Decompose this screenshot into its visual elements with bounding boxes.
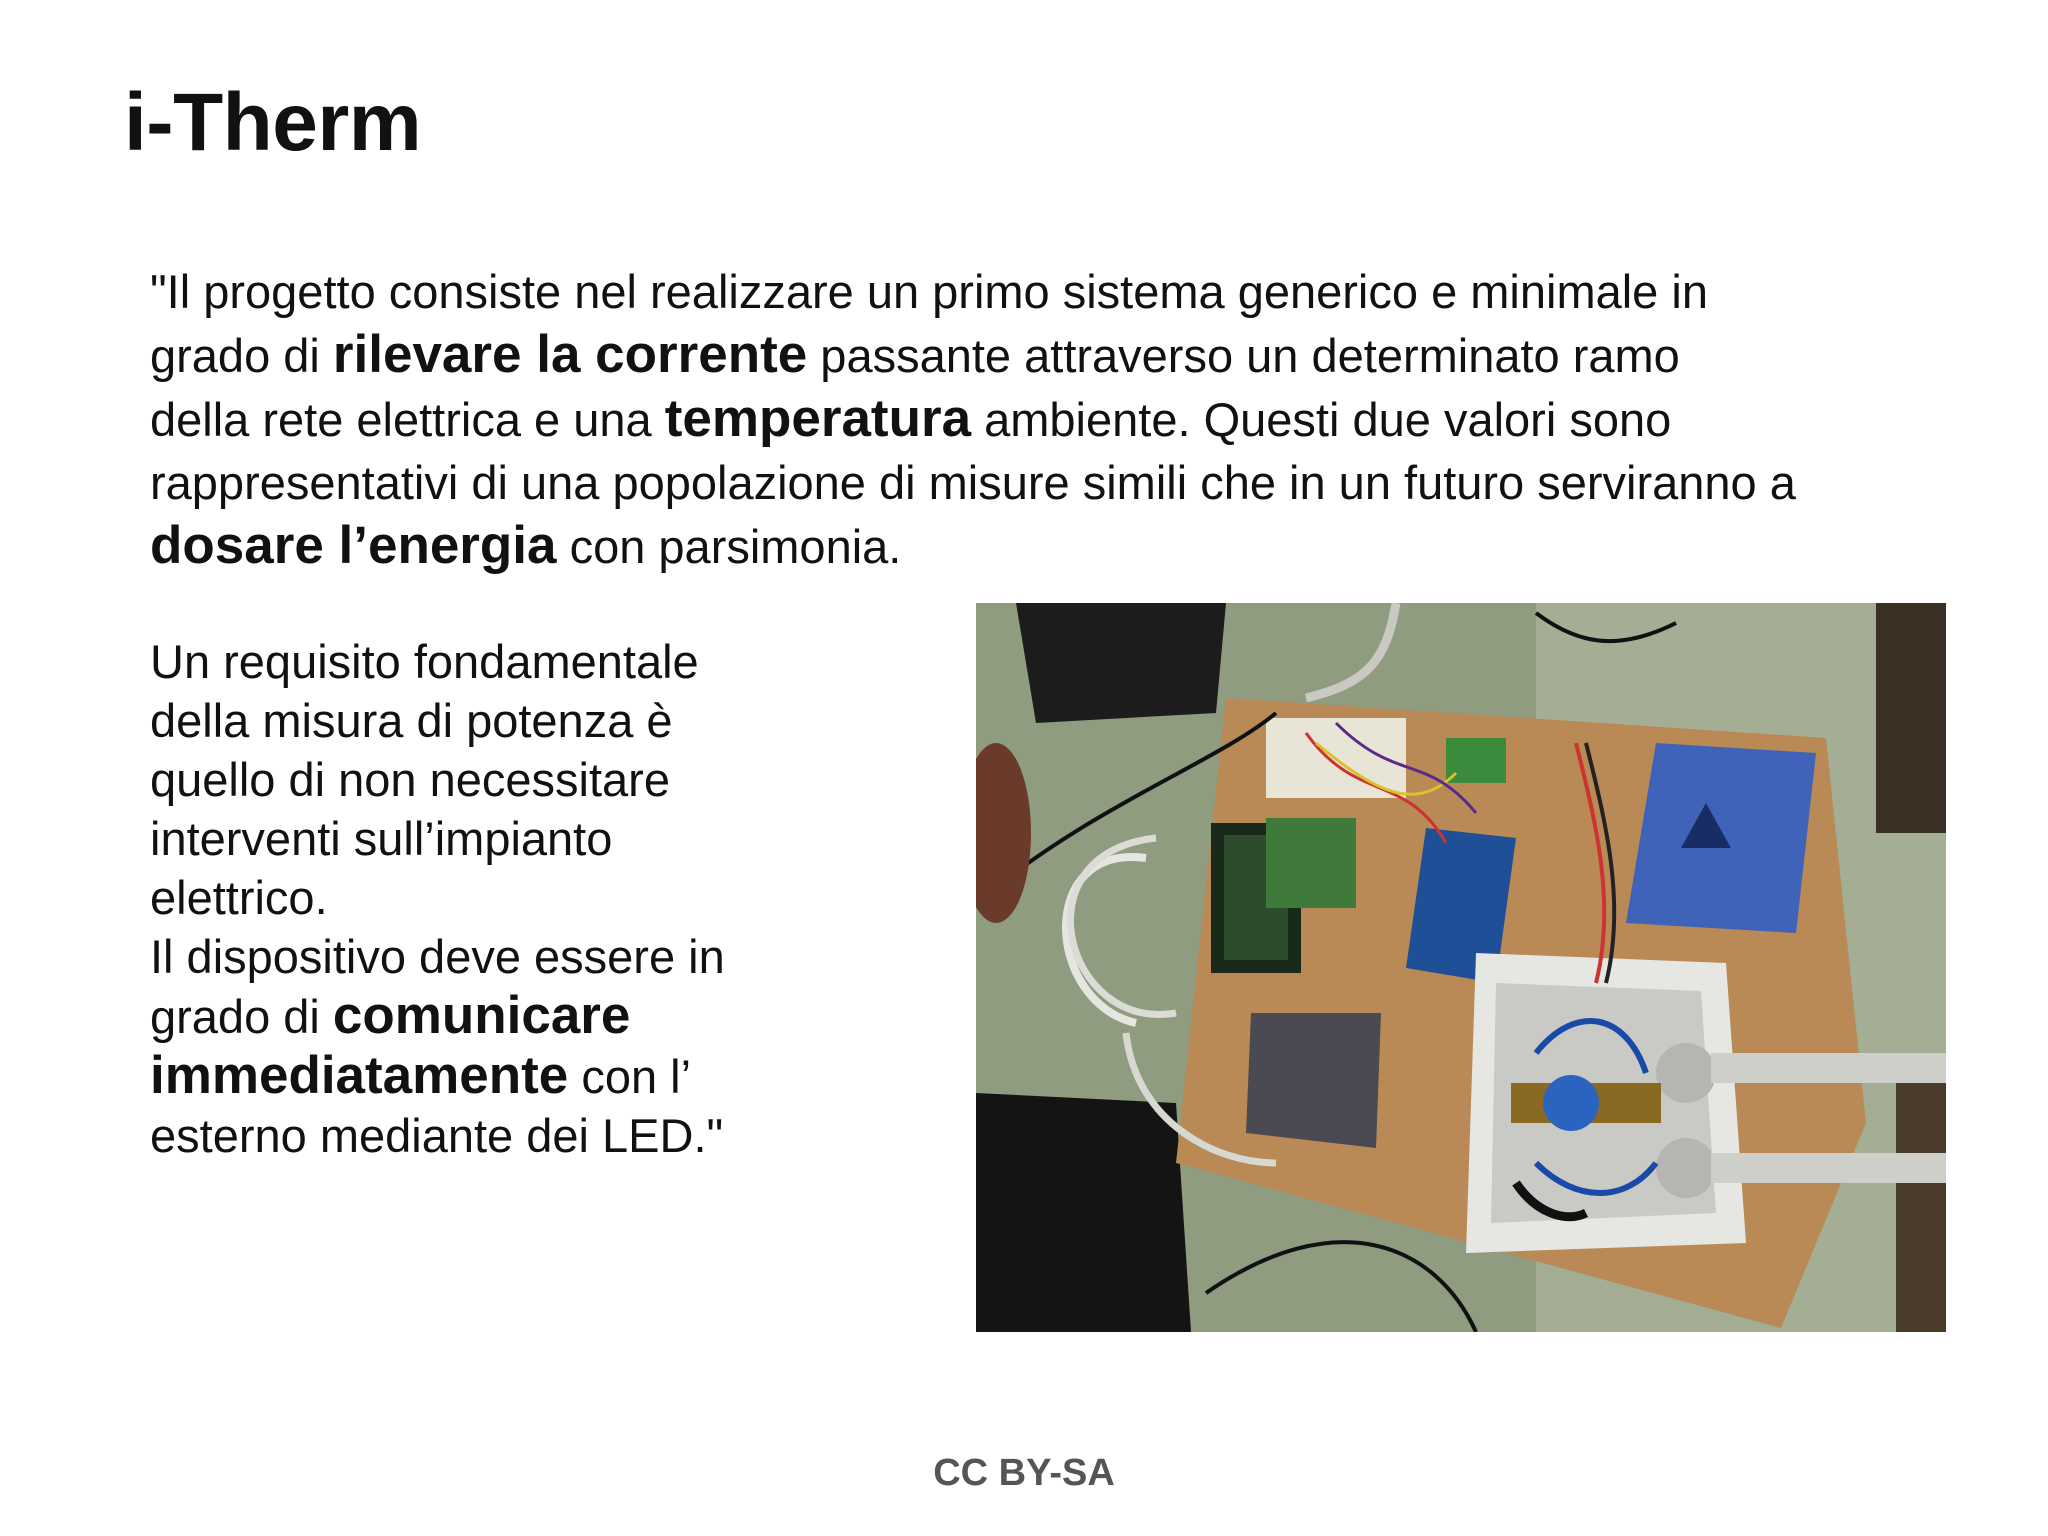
emphasis-text: comunicare <box>332 986 631 1045</box>
paragraph-line <box>150 451 2030 514</box>
body-text: grado di <box>150 329 333 382</box>
requirement-paragraph <box>150 632 950 1165</box>
paragraph-line <box>150 691 950 750</box>
slide-title: i-Therm <box>124 77 422 168</box>
body-text: passante attraverso un determinato ramo <box>807 329 1680 382</box>
body-text: con l’ <box>568 1050 692 1103</box>
intro-paragraph <box>150 260 2030 578</box>
body-text: ambiente. Questi due valori sono <box>971 393 1672 446</box>
paragraph-line <box>150 868 950 927</box>
paragraph-line <box>150 1046 950 1106</box>
body-text: Il dispositivo deve essere in <box>150 930 725 983</box>
device-photo <box>976 603 1946 1332</box>
body-text: della rete elettrica e una <box>150 393 665 446</box>
body-text: grado di <box>150 990 333 1043</box>
body-text: della misura di potenza è <box>150 694 673 747</box>
paragraph-line <box>150 260 2030 323</box>
paragraph-line <box>150 986 950 1046</box>
body-text: elettrico. <box>150 871 328 924</box>
paragraph-line <box>150 750 950 809</box>
emphasis-text: immediatamente <box>150 1046 569 1105</box>
body-text: con parsimonia. <box>556 520 902 573</box>
body-text: interventi sull’impianto <box>150 812 613 865</box>
emphasis-text: rilevare la corrente <box>332 325 808 384</box>
paragraph-line <box>150 323 2030 387</box>
paragraph-line <box>150 632 950 691</box>
license-label: CC BY-SA <box>933 1452 1115 1494</box>
body-text: esterno mediante dei LED." <box>150 1109 724 1162</box>
emphasis-text: temperatura <box>664 389 972 448</box>
body-text: rappresentativi di una popolazione di misure simili che in un futuro serviranno a <box>150 456 1796 509</box>
paragraph-line <box>150 1106 950 1165</box>
emphasis-text: dosare l’energia <box>150 516 557 575</box>
paragraph-line <box>150 927 950 986</box>
paragraph-line <box>150 514 2030 578</box>
paragraph-line <box>150 809 950 868</box>
body-text: quello di non necessitare <box>150 753 670 806</box>
paragraph-line <box>150 387 2030 451</box>
body-text: Un requisito fondamentale <box>150 635 699 688</box>
body-text: "Il progetto consiste nel realizzare un primo sistema generico e minimale in <box>150 265 1708 318</box>
